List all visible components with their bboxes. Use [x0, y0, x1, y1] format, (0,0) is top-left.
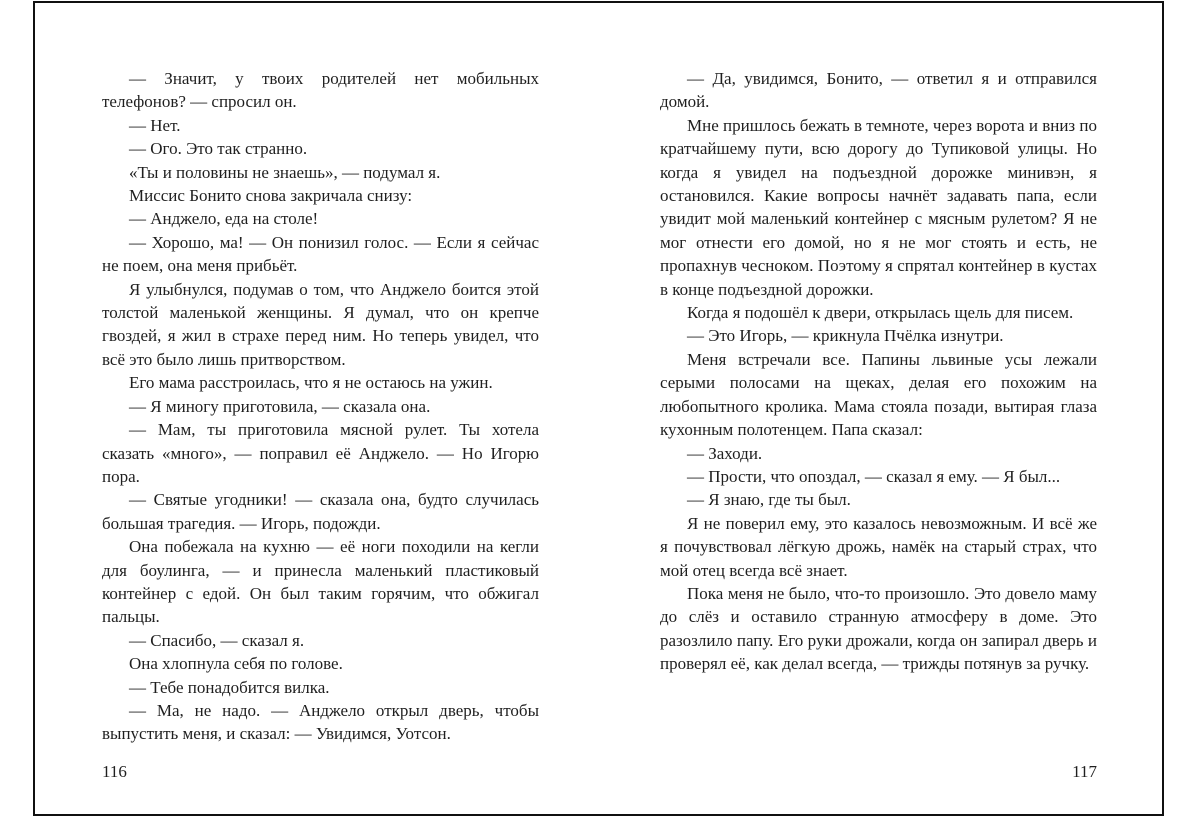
paragraph: — Заходи. [687, 443, 763, 463]
paragraph: — Нет. [129, 115, 181, 135]
paragraph: — Да, увидимся, Бонито, — ответил я и отправился домой. [660, 69, 1097, 112]
paragraph: — Я знаю, где ты был. [687, 490, 851, 510]
paragraph: Его мама расстроилась, что я не остаюсь на ужин. [129, 373, 493, 393]
paragraph: — Тебе понадобится вилка. [129, 677, 330, 697]
right-page-text [660, 67, 1097, 676]
paragraph: Она побежала на кухню — её ноги походили на кегли для боулинга, — и принесла маленький пластиковый контейнер с едой. Он был таким горячим, что обжигал пальцы. [102, 537, 539, 627]
left-page-text [102, 67, 539, 746]
paragraph: «Ты и половины не знаешь», — подумал я. [129, 162, 441, 182]
paragraph: — Хорошо, ма! — Он понизил голос. — Если я сейчас не поем, она меня прибьёт. [102, 232, 539, 276]
paragraph: Я не поверил ему, это казалось невозможным. И всё же я почувствовал лёгкую дрожь, намёк на старый страх, что мой отец всегда всё знает. [660, 513, 1097, 580]
paragraph: — Мам, ты приготовила мясной рулет. Ты хотела сказать «много», — поправил её Анджело. — Но Игорю пора. [102, 420, 539, 486]
paragraph: — Ма, не надо. — Анджело открыл дверь, чтобы выпустить меня, и сказал: — Увидимся, Уотсон. [102, 700, 539, 744]
paragraph: Меня встречали все. Папины львиные усы лежали серыми полосами на щеках, делая его похожим на любопытного кролика. Мама стояла позади, вытирая глаза кухонным полотенцем. Папа сказал: [660, 349, 1097, 440]
paragraph: Она хлопнула себя по голове. [129, 654, 343, 674]
left-page-number: 116 [102, 762, 127, 781]
paragraph: — Анджело, еда на столе! [129, 209, 319, 229]
paragraph: — Значит, у твоих родителей нет мобильных телефонов? — спросил он. [102, 69, 539, 112]
paragraph: — Ого. Это так странно. [129, 139, 308, 159]
paragraph: — Спасибо, — сказал я. [129, 630, 305, 650]
paragraph: Я улыбнулся, подумав о том, что Анджело боится этой толстой маленькой женщины. Я думал, что он крепче гвоздей, я жил в страхе перед ним. Но теперь увидел, что всё это было лишь притворством. [102, 279, 539, 369]
right-page-number: 117 [1072, 762, 1097, 781]
paragraph: Пока меня не было, что-то произошло. Это довело маму до слёз и оставило странную атмосферу в доме. Это разозлило папу. Его руки дрожали, когда он запирал дверь и проверял её, как делал всегда, — трижды потянув за ручку. [660, 583, 1097, 674]
paragraph: Когда я подошёл к двери, открылась щель для писем. [687, 303, 1074, 323]
paragraph: Мне пришлось бежать в темноте, через ворота и вниз по кратчайшему пути, всю дорогу до Тупиковой улицы. Но когда я увидел на подъездной дорожке минивэн, я остановился. Какие вопросы начнёт задавать папа, если увидит мой маленький контейнер с мясным рулетом? Я не мог отнести его домой, но я не мог стоять и есть, не пропахнув чесноком. Поэтому я спрятал контейнер в кустах в конце подъездной дорожки. [660, 115, 1097, 299]
paragraph: — Святые угодники! — сказала она, будто случилась большая трагедия. — Игорь, подожди. [102, 490, 539, 533]
paragraph: — Прости, что опоздал, — сказал я ему. — Я был... [687, 466, 1061, 486]
paragraph: — Я миногу приготовила, — сказала она. [129, 396, 431, 416]
paragraph: — Это Игорь, — крикнула Пчёлка изнутри. [687, 326, 1004, 346]
paragraph: Миссис Бонито снова закричала снизу: [129, 186, 413, 206]
